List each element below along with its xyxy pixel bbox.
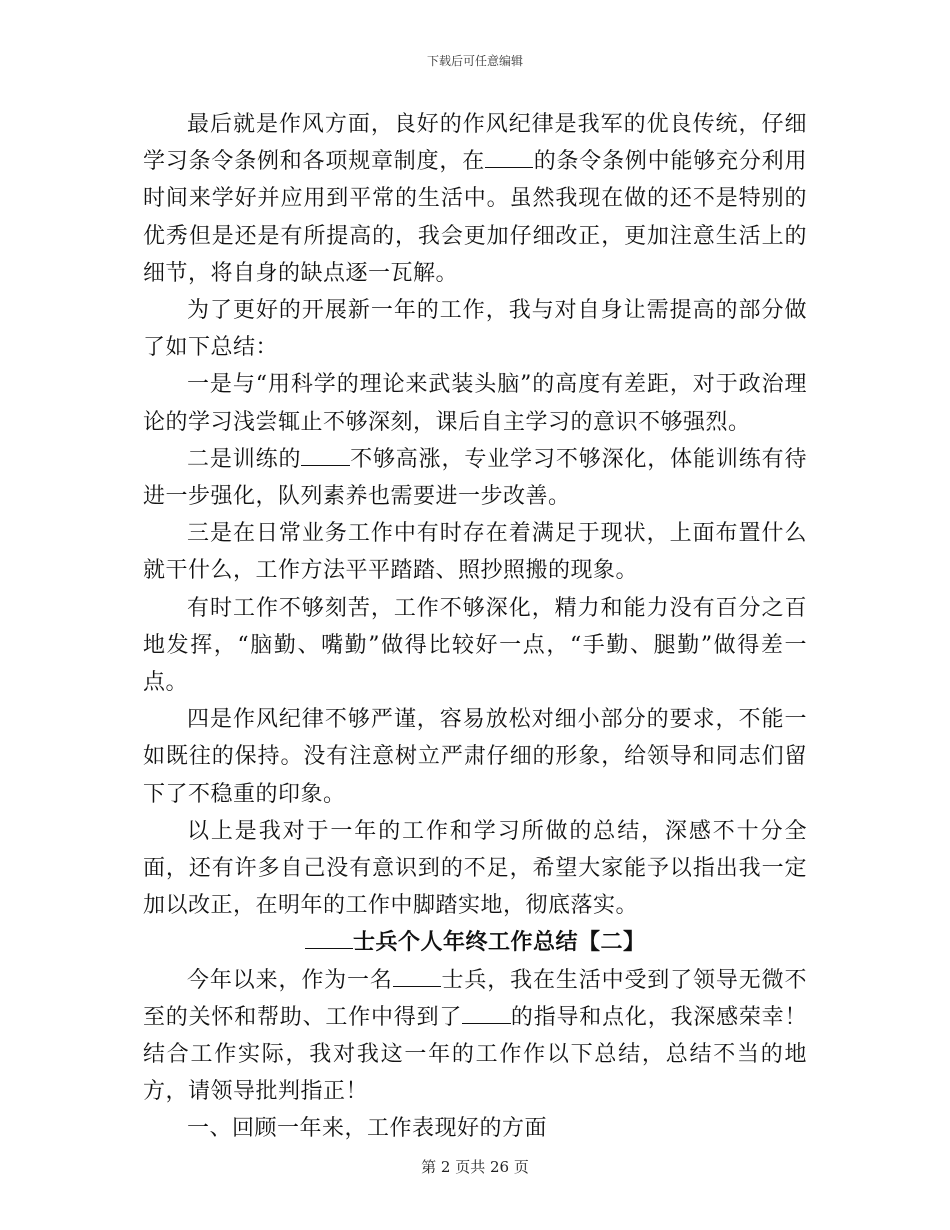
- paragraph-section-heading-one: 一、回顾一年来，工作表现好的方面: [187, 1116, 548, 1142]
- blank-line: [393, 966, 441, 987]
- blank-line: [305, 929, 353, 950]
- paragraph-point-three: 三是在日常业务工作中有时存在着满足于现状，上面布置什么就干什么，工作方法平平踏踏、照抄照搬的现象。: [143, 521, 807, 584]
- paragraph-conclusion: 以上是我对于一年的工作和学习所做的总结，深感不十分全面，还有许多自己没有意识到的不足，希望大家能予以指出我一定加以改正，在明年的工作中脚踏实地，彻底落实。: [143, 818, 807, 919]
- paragraph-point-one: 一是与“用科学的理论来武装头脑”的高度有差距，对于政治理论的学习浅尝辄止不够深刻，课后自主学习的意识不够强烈。: [143, 372, 807, 435]
- paragraph-point-four: 四是作风纪律不够严谨，容易放松对细小部分的要求，不能一如既往的保持。没有注意树立严肃仔细的形象，给领导和同志们留下了不稳重的印象。: [143, 707, 807, 807]
- blank-line: [301, 445, 349, 466]
- page-header: 下载后可任意编辑: [426, 54, 523, 68]
- blank-line: [462, 1003, 510, 1024]
- section-title: 士兵个人年终工作总结【二】: [143, 924, 807, 961]
- paragraph-point-two: 二是训练的 不够高涨，专业学习不够深化，体能训练有待进一步强化，队列素养也需要进一步改善。: [143, 446, 807, 510]
- paragraph-work-style: 最后就是作风方面，良好的作风纪律是我军的优良传统，仔细学习条令条例和各项规章制度，在 的条令条例中能够充分利用时间来学好并应用到平常的生活中。虽然我现在做的还不是特别的优秀但是还是有所提高的，我会更加仔细改正，更加注意生活上的细节，将自身的缺点逐一瓦解。: [143, 112, 807, 286]
- paragraph-section-intro: 今年以来，作为一名 士兵，我在生活中受到了领导无微不至的关怀和帮助、工作中得到了 的指导和点化，我深感荣幸！结合工作实际，我对我这一年的工作作以下总结，总结不当的地方，请领导批判指正！: [143, 967, 807, 1105]
- paragraph-summary-intro: 为了更好的开展新一年的工作，我与对自身让需提高的部分做了如下总结：: [143, 298, 807, 361]
- blank-line: [485, 147, 533, 168]
- paragraph-diligence: 有时工作不够刻苦，工作不够深化，精力和能力没有百分之百地发挥，“脑勤、嘴勤”做得比较好一点，“手勤、腿勤”做得差一点。: [143, 595, 807, 696]
- document-body: [143, 106, 807, 1148]
- page-footer: 第 2 页共 26 页: [421, 1158, 529, 1176]
